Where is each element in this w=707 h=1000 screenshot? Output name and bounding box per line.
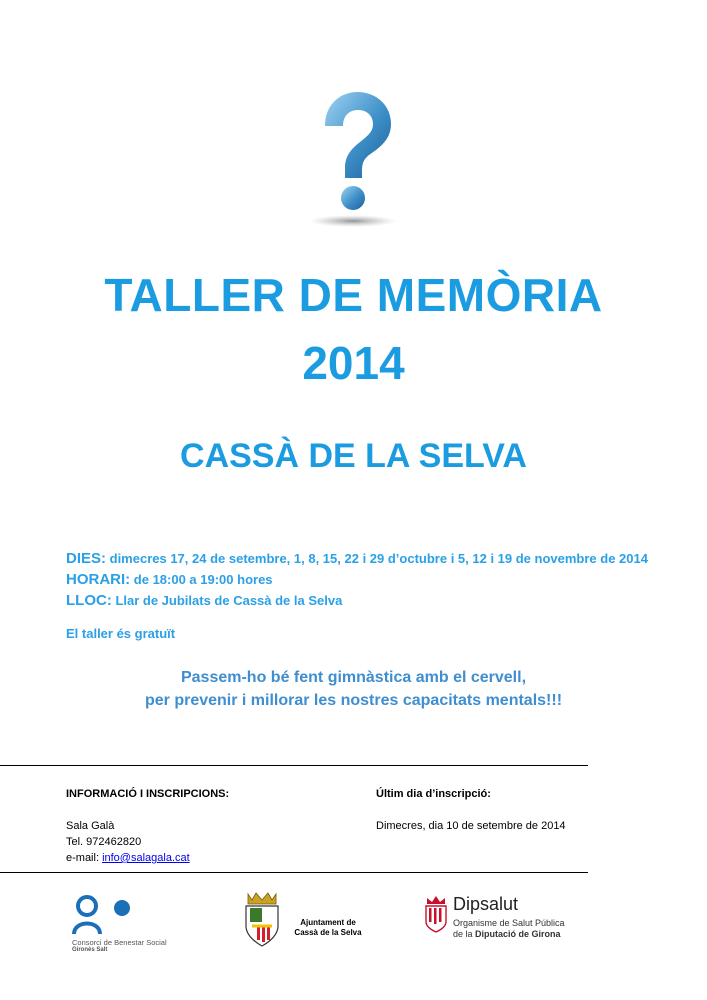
horari-value: de 18:00 a 19:00 hores <box>130 572 273 587</box>
divider-bottom <box>0 872 588 873</box>
dipsalut-subtitle-2 <box>453 929 561 939</box>
event-details <box>66 548 648 611</box>
dipsalut-logo <box>423 894 583 944</box>
location-title: CASSÀ DE LA SELVA <box>180 437 527 475</box>
dies-label: DIES: <box>66 550 107 567</box>
ajuntament-line-2: Cassà de la Selva <box>294 928 362 937</box>
slogan-line-2: per prevenir i millorar les nostres capacitats mentals!!! <box>144 692 563 709</box>
dies-row <box>66 548 648 569</box>
coat-of-arms-icon <box>242 890 282 948</box>
ajuntament-line-1: Ajuntament de <box>300 918 356 927</box>
consorci-logo <box>72 894 182 956</box>
deadline-date: Dimecres, dia 10 de setembre de 2014 <box>376 820 566 832</box>
lloc-row <box>66 590 648 611</box>
info-heading: INFORMACIÓ I INSCRIPCIONS: <box>66 788 230 800</box>
ajuntament-name <box>284 918 372 938</box>
info-block <box>66 786 229 866</box>
dies-value: dimecres 17, 24 de setembre, 1, 8, 15, 22 i 29 d’octubre i 5, 12 i 19 de novembre de 2014 <box>106 551 648 566</box>
info-email-row <box>66 850 229 866</box>
free-note: El taller és gratuït <box>66 626 176 641</box>
slogan <box>0 666 707 712</box>
question-mark-icon <box>303 88 403 228</box>
horari-label: HORARI: <box>66 571 131 588</box>
lloc-value: Llar de Jubilats de Cassà de la Selva <box>111 593 343 608</box>
deadline-block <box>376 786 566 834</box>
info-phone: Tel. 972462820 <box>66 836 142 848</box>
page-title: TALLER DE MEMÒRIA <box>104 269 603 321</box>
consorci-subname: Gironès Salt <box>72 947 108 953</box>
slogan-line-1: Passem-ho bé fent gimnàstica amb el cervell, <box>180 669 527 686</box>
consorci-emblem-icon <box>72 894 134 936</box>
info-email-label: e-mail: <box>66 852 103 864</box>
dipsalut-sub2-bold: Diputació de Girona <box>475 929 561 939</box>
dipsalut-sub2-prefix: de la <box>453 929 476 939</box>
deadline-heading: Últim dia d’inscripció: <box>376 788 491 800</box>
dipsalut-subtitle: Organisme de Salut Pública <box>453 918 565 928</box>
horari-row <box>66 569 648 590</box>
lloc-label: LLOC: <box>66 592 112 609</box>
ajuntament-logo <box>242 890 372 948</box>
info-org: Sala Galà <box>66 820 115 832</box>
consorci-name: Consorci de Benestar Social <box>72 938 167 947</box>
page-title-year: 2014 <box>302 337 405 389</box>
divider-top <box>0 765 588 766</box>
dipsalut-emblem-icon <box>423 894 449 934</box>
dipsalut-name: Dipsalut <box>453 894 519 914</box>
email-link[interactable]: info@salagala.cat <box>102 852 190 864</box>
